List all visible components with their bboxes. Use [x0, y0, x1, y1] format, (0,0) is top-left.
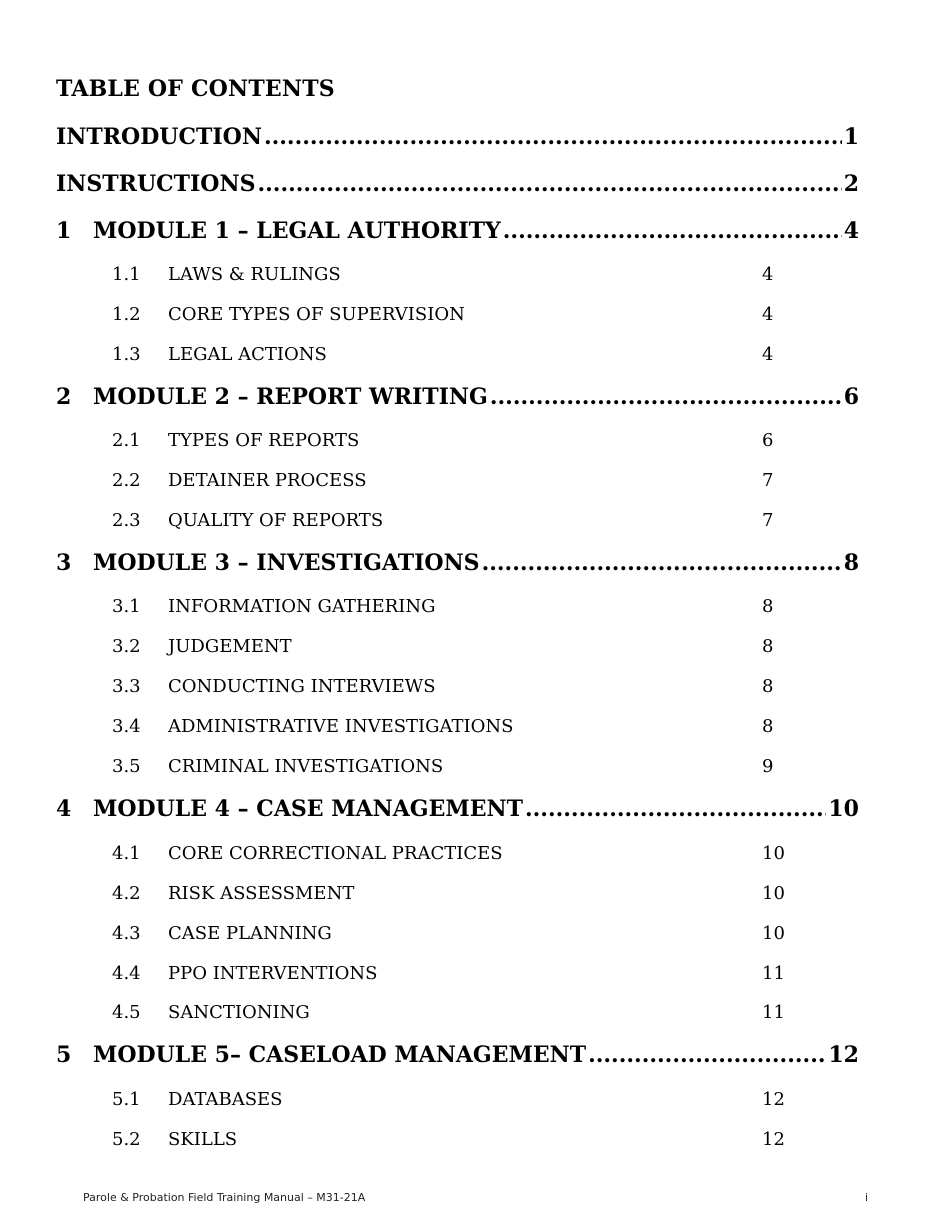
- toc-entry-page: 7: [762, 470, 774, 491]
- toc-entry-sub[interactable]: [0, 510, 950, 540]
- toc-entry-sub[interactable]: [0, 963, 950, 993]
- toc-entry-major[interactable]: [0, 124, 950, 154]
- toc-entry-page: 12: [762, 1089, 785, 1110]
- toc-entry-major[interactable]: [0, 1042, 950, 1072]
- toc-entry-sub[interactable]: [0, 923, 950, 953]
- toc-entry-number: 4.1: [112, 843, 141, 864]
- toc-entry-page: 10: [828, 796, 859, 822]
- toc-entry-page: 11: [762, 963, 785, 984]
- toc-entry-page: 11: [762, 1002, 785, 1023]
- toc-entry-page: 8: [762, 596, 774, 617]
- toc-entry-sub[interactable]: [0, 716, 950, 746]
- toc-entry-page: 8: [762, 676, 774, 697]
- toc-entry-number: 3.4: [112, 716, 141, 737]
- toc-entry-sub[interactable]: [0, 470, 950, 500]
- toc-entry-major[interactable]: [0, 384, 950, 414]
- dot-leader: [490, 384, 842, 410]
- toc-entry-page: 4: [762, 344, 774, 365]
- toc-entry-major[interactable]: [0, 218, 950, 248]
- toc-entry-number: 3.3: [112, 676, 141, 697]
- dot-leader: [588, 1042, 826, 1068]
- toc-entry-sub[interactable]: [0, 883, 950, 913]
- toc-entry-sub[interactable]: [0, 430, 950, 460]
- toc-entry-label: MODULE 1 – LEGAL AUTHORITY: [93, 218, 501, 244]
- dot-leader: [264, 124, 842, 150]
- toc-entry-sub[interactable]: [0, 756, 950, 786]
- toc-entry-page: 6: [843, 384, 859, 410]
- toc-title: TABLE OF CONTENTS: [56, 76, 335, 102]
- toc-entry-label: SANCTIONING: [168, 1002, 310, 1023]
- toc-entry-number: 4.5: [112, 1002, 141, 1023]
- toc-entry-number: 4.2: [112, 883, 141, 904]
- toc-entry-page: 10: [762, 843, 785, 864]
- toc-entry-sub[interactable]: [0, 676, 950, 706]
- toc-entry-page: 10: [762, 923, 785, 944]
- toc-entry-number: 3.2: [112, 636, 141, 657]
- toc-entry-major[interactable]: [0, 171, 950, 201]
- toc-entry-page: 4: [843, 218, 859, 244]
- toc-entry-number: 5: [56, 1042, 72, 1068]
- toc-entry-sub[interactable]: [0, 264, 950, 294]
- toc-entry-label: MODULE 5– CASELOAD MANAGEMENT: [93, 1042, 587, 1068]
- toc-entry-label: QUALITY OF REPORTS: [168, 510, 384, 531]
- dot-leader: [503, 218, 842, 244]
- toc-entry-label: ADMINISTRATIVE INVESTIGATIONS: [168, 716, 514, 737]
- toc-entry-page: 4: [762, 304, 774, 325]
- toc-entry-sub[interactable]: [0, 1089, 950, 1119]
- toc-entry-number: 2.1: [112, 430, 141, 451]
- toc-entry-number: 1: [56, 218, 72, 244]
- toc-entry-number: 1.1: [112, 264, 141, 285]
- toc-entry-number: 2.2: [112, 470, 141, 491]
- toc-entry-page: 1: [843, 124, 859, 150]
- toc-entry-page: 12: [828, 1042, 859, 1068]
- toc-entry-label: MODULE 3 – INVESTIGATIONS: [93, 550, 480, 576]
- toc-entry-number: 4.3: [112, 923, 141, 944]
- toc-entry-label: SKILLS: [168, 1129, 238, 1150]
- toc-entry-major[interactable]: [0, 796, 950, 826]
- toc-entry-sub[interactable]: [0, 344, 950, 374]
- toc-entry-sub[interactable]: [0, 304, 950, 334]
- toc-entry-sub[interactable]: [0, 1129, 950, 1159]
- toc-entry-label: DATABASES: [168, 1089, 283, 1110]
- toc-entry-label: LAWS & RULINGS: [168, 264, 341, 285]
- toc-entry-number: 3.5: [112, 756, 141, 777]
- toc-entry-label: INFORMATION GATHERING: [168, 596, 436, 617]
- toc-entry-label: CASE PLANNING: [168, 923, 332, 944]
- toc-entry-label: JUDGEMENT: [168, 636, 292, 657]
- footer-text: Parole & Probation Field Training Manual – M31-21A: [83, 1191, 366, 1204]
- toc-entry-number: 5.2: [112, 1129, 141, 1150]
- toc-entry-number: 1.3: [112, 344, 141, 365]
- toc-entry-label: LEGAL ACTIONS: [168, 344, 327, 365]
- toc-entry-number: 4.4: [112, 963, 141, 984]
- toc-entry-label: RISK ASSESSMENT: [168, 883, 355, 904]
- toc-entry-page: 8: [843, 550, 859, 576]
- toc-entry-label: MODULE 4 – CASE MANAGEMENT: [93, 796, 523, 822]
- toc-entry-label: CORE TYPES OF SUPERVISION: [168, 304, 465, 325]
- toc-entry-page: 8: [762, 636, 774, 657]
- toc-entry-label: CRIMINAL INVESTIGATIONS: [168, 756, 444, 777]
- toc-entry-page: 9: [762, 756, 774, 777]
- toc-entry-label: TYPES OF REPORTS: [168, 430, 360, 451]
- toc-entry-number: 2: [56, 384, 72, 410]
- toc-entry-page: 10: [762, 883, 785, 904]
- toc-entry-sub[interactable]: [0, 636, 950, 666]
- toc-entry-number: 3.1: [112, 596, 141, 617]
- toc-entry-number: 4: [56, 796, 72, 822]
- toc-entry-page: 2: [843, 171, 859, 197]
- toc-entry-label: MODULE 2 – REPORT WRITING: [93, 384, 488, 410]
- toc-entry-label: CORE CORRECTIONAL PRACTICES: [168, 843, 503, 864]
- toc-entry-label: CONDUCTING INTERVIEWS: [168, 676, 436, 697]
- toc-entry-number: 5.1: [112, 1089, 141, 1110]
- toc-entry-page: 7: [762, 510, 774, 531]
- footer-page-number: i: [864, 1191, 868, 1204]
- toc-entry-sub[interactable]: [0, 1002, 950, 1032]
- dot-leader: [257, 171, 841, 197]
- page-footer: [83, 1191, 868, 1204]
- toc-entry-page: 8: [762, 716, 774, 737]
- toc-entry-number: 2.3: [112, 510, 141, 531]
- toc-entry-page: 12: [762, 1129, 785, 1150]
- toc-entry-major[interactable]: [0, 550, 950, 580]
- toc-entry-page: 6: [762, 430, 774, 451]
- toc-entry-number: 3: [56, 550, 72, 576]
- dot-leader: [482, 550, 842, 576]
- dot-leader: [525, 796, 826, 822]
- toc-entry-label: INSTRUCTIONS: [56, 171, 256, 197]
- toc-entry-sub[interactable]: [0, 843, 950, 873]
- toc-entry-label: DETAINER PROCESS: [168, 470, 367, 491]
- toc-entry-label: PPO INTERVENTIONS: [168, 963, 378, 984]
- toc-entry-number: 1.2: [112, 304, 141, 325]
- toc-entry-page: 4: [762, 264, 774, 285]
- toc-entry-sub[interactable]: [0, 596, 950, 626]
- toc-entry-label: INTRODUCTION: [56, 124, 262, 150]
